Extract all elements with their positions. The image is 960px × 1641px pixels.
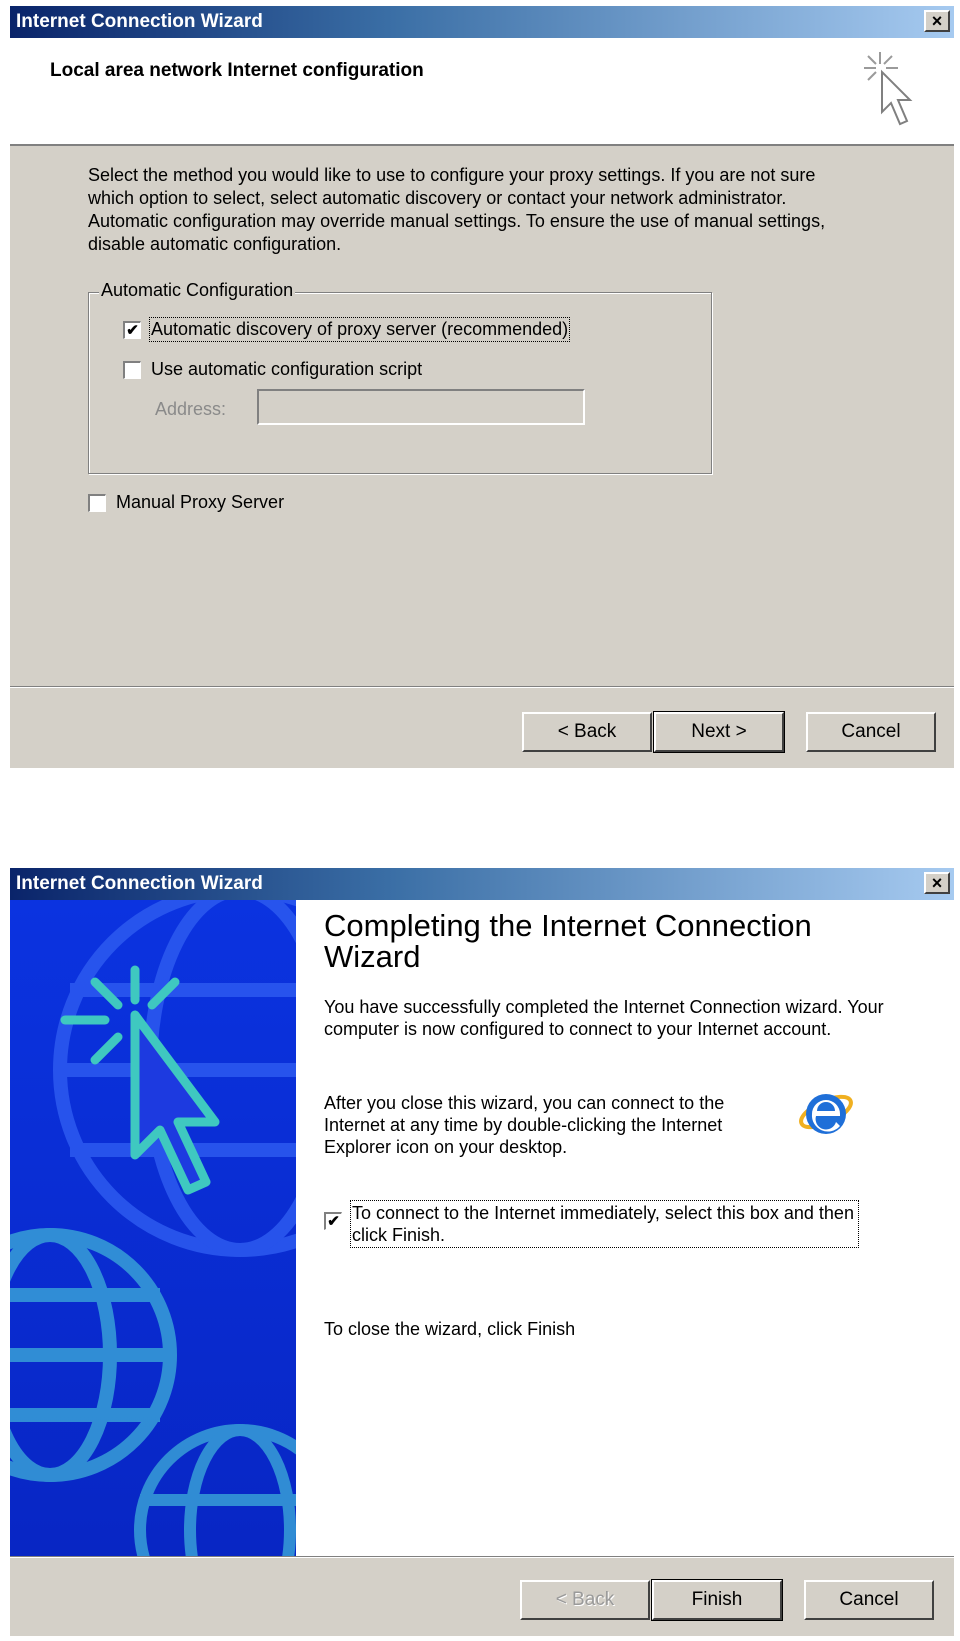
finish-button[interactable]: Finish xyxy=(652,1580,782,1620)
auto-discovery-label[interactable]: Automatic discovery of proxy server (recommended) xyxy=(151,319,569,339)
auto-script-checkbox[interactable] xyxy=(123,361,141,379)
connect-now-checkbox[interactable]: ✔ xyxy=(324,1212,342,1230)
close-icon: × xyxy=(931,11,943,31)
cancel-button[interactable]: Cancel xyxy=(806,712,936,752)
close-button[interactable] xyxy=(924,872,950,894)
title-bar[interactable] xyxy=(10,6,954,38)
manual-proxy-checkbox[interactable] xyxy=(88,494,106,512)
instructions-text: Select the method you would like to use to configure your proxy settings. If you are not sure which option to select, select automatic discovery or contact your network administrator. Automatic configuration may override manual settings. To ensure the use of manual settings, disable automatic configuration. xyxy=(88,165,826,254)
back-button[interactable]: < Back xyxy=(522,712,652,752)
success-text: You have successfully completed the Internet Connection wizard. Your computer is now configured to connect to your Internet account. xyxy=(324,997,884,1039)
connect-now-option[interactable] xyxy=(324,1202,857,1246)
wizard-header xyxy=(10,38,954,146)
window-title: Internet Connection Wizard xyxy=(16,873,263,894)
automatic-configuration-group xyxy=(88,280,712,474)
after-close-text: After you close this wizard, you can connect to the Internet at any time by double-clicking the Internet Explorer icon on your desktop. xyxy=(324,1093,725,1157)
manual-proxy-option[interactable] xyxy=(88,492,284,513)
sparkle-cursor-icon xyxy=(858,48,930,138)
cancel-button[interactable]: Cancel xyxy=(804,1580,934,1620)
side-art-graphic xyxy=(10,900,296,1556)
close-instruction-text: To close the wizard, click Finish xyxy=(324,1319,576,1339)
close-button[interactable] xyxy=(924,10,950,32)
manual-proxy-label[interactable]: Manual Proxy Server xyxy=(116,492,285,512)
proxy-config-dialog xyxy=(10,6,954,768)
auto-discovery-checkbox[interactable]: ✔ xyxy=(123,321,141,339)
auto-discovery-option[interactable] xyxy=(123,319,568,340)
auto-script-option[interactable] xyxy=(123,359,422,380)
next-button[interactable]: Next > xyxy=(654,712,784,752)
back-button[interactable]: < Back xyxy=(520,1580,650,1620)
title-bar[interactable] xyxy=(10,868,954,900)
group-label: Automatic Configuration xyxy=(101,280,294,300)
internet-explorer-icon xyxy=(796,1082,856,1142)
button-separator xyxy=(10,1556,954,1558)
page-title: Local area network Internet configuration xyxy=(50,60,424,81)
window-title: Internet Connection Wizard xyxy=(16,11,263,32)
completion-dialog xyxy=(10,868,954,1636)
completion-content xyxy=(296,900,954,1556)
connect-now-label[interactable]: To connect to the Internet immediately, select this box and then click Finish. xyxy=(352,1202,857,1246)
address-input[interactable] xyxy=(257,389,585,425)
close-icon: × xyxy=(931,873,943,893)
completion-heading: Completing the Internet Connection Wizard xyxy=(324,908,812,974)
address-label: Address: xyxy=(155,399,227,419)
auto-script-label[interactable]: Use automatic configuration script xyxy=(151,359,423,379)
button-separator xyxy=(10,686,954,688)
globe-cursor-banner xyxy=(10,900,296,1556)
